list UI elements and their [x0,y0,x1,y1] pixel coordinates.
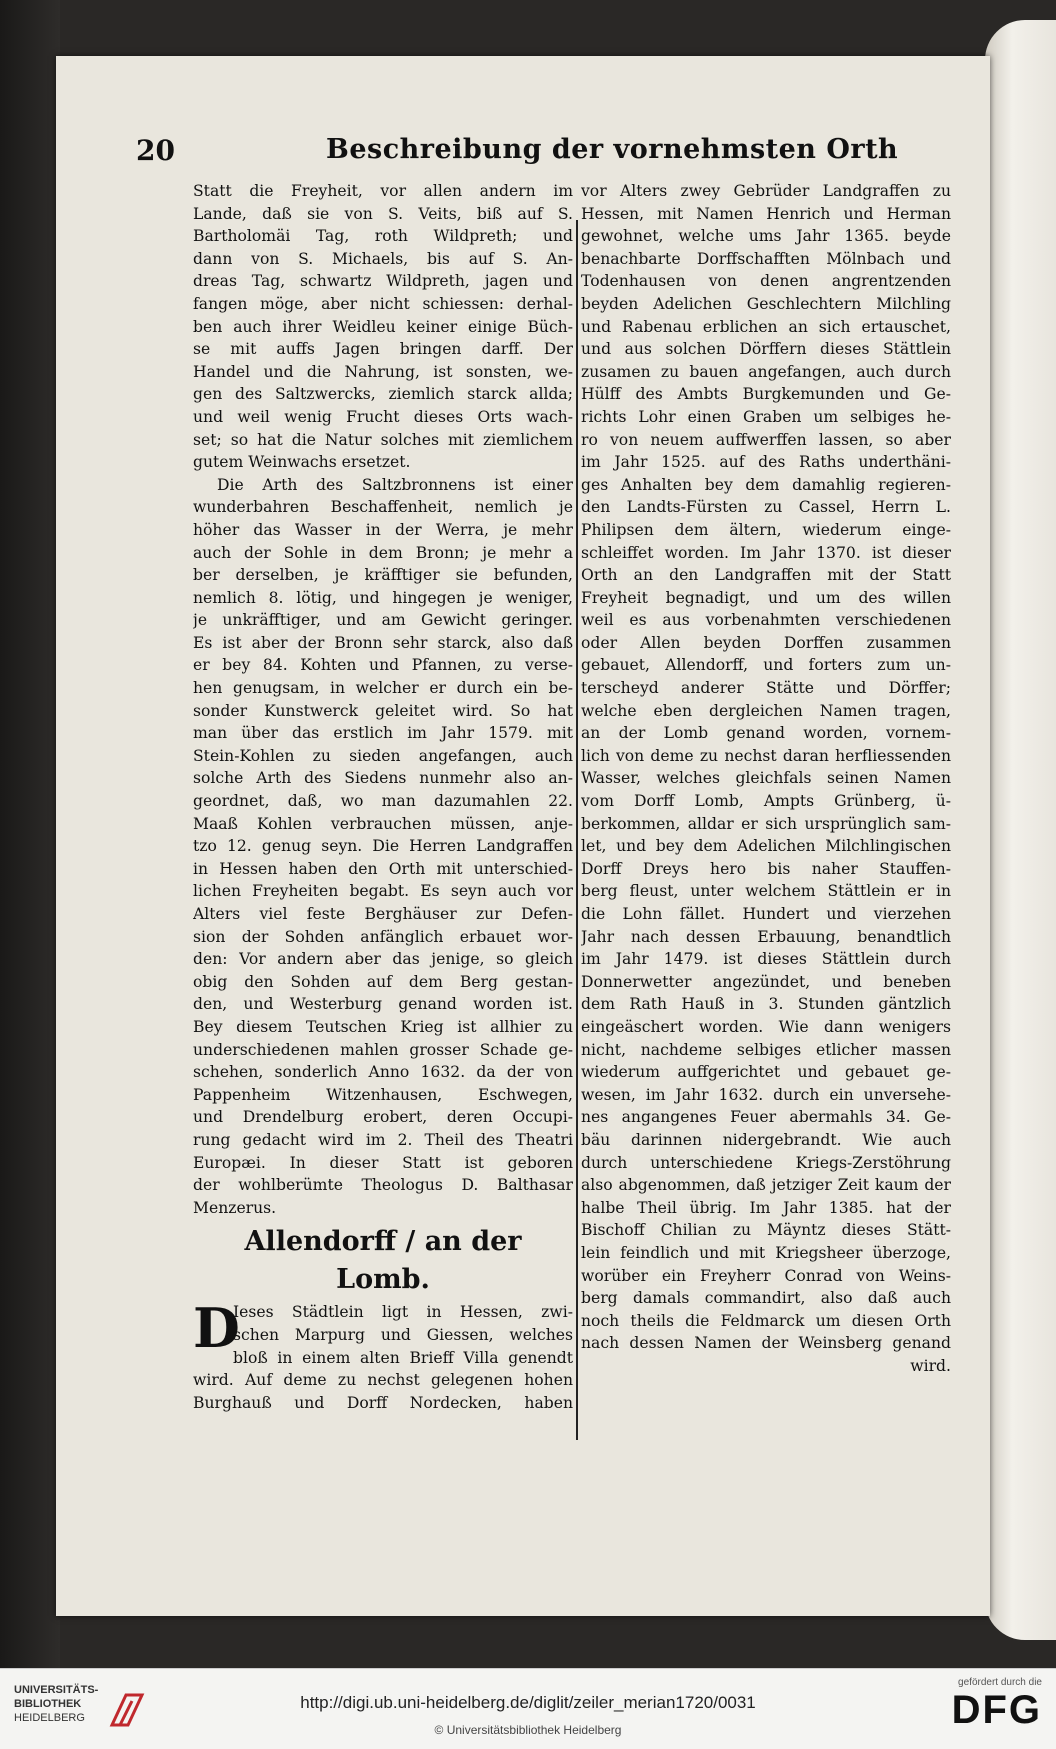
text-line: lich von deme zu nechst daran herfliessenden [581,746,951,765]
text-line: nicht, nachdeme selbiges etlicher massen [581,1040,951,1059]
text-line: se mit auffs Jagen bringen darff. Der [193,340,573,359]
text-line: Stein-Kohlen zu sieden angefangen, auch [193,746,573,765]
text-line: gebauet, Allendorff, und forters zum un- [581,656,951,675]
text-line: geordnet, daß, wo man dazumahlen 22. [193,792,573,811]
copyright-notice: © Universitätsbibliothek Heidelberg [434,1723,622,1737]
text-line: Todenhausen von denen angrentzenden [581,272,951,291]
column-divider [576,220,578,1440]
text-line: Orth an den Landgraffen mit der Statt [581,566,951,585]
text-line: im Jahr 1525. auf des Raths underthäni- [581,453,951,472]
text-line: sion der Sohden anfänglich erbauet wor- [193,927,573,946]
text-line: zusamen zu bauen angefangen, auch durch [581,362,951,381]
text-line: in Hessen haben den Orth mit unterschied- [193,859,573,878]
text-line: bloß in einem alten Brieff Villa genendt [233,1348,573,1367]
text-line: gewohnet, welche ums Jahr 1365. beyde [581,227,951,246]
text-line: wunderbahren Beschaffenheit, nemlich je [193,498,573,517]
text-line: Handel und die Nahrung, ist sonsten, we- [193,362,573,381]
page-header [136,134,956,174]
dfg-wordmark: DFG [951,1688,1042,1732]
text-line: durch unterschiedene Kriegs-Zerstöhrung [581,1153,951,1172]
funding-note: gefördert durch die [958,1677,1042,1688]
text-line: Menzerus. [193,1198,277,1217]
text-line: den: Vor andern aber das jenige, so gleich [193,950,573,969]
text-line: Bey diesem Teutschen Krieg ist allhier zu [193,1017,573,1036]
text-line: solche Arth des Siedens nunmehr also an- [193,769,573,788]
text-line: lichen Freyheiten begabt. Es seyn auch vor [193,882,573,901]
text-line: obig den Sohden auf dem Berg gestan- [193,972,573,991]
text-line: und aus solchen Dörffern dieses Stättlein [581,340,951,359]
text-line: berg fleust, unter welchem Stättlein er in [581,882,951,901]
text-line: let, und bey dem Adelichen Milchlingischen [581,837,951,856]
text-line: man über das erstlich im Jahr 1579. mit [193,724,573,743]
text-line: eingeäschert worden. Wie dann wenigers [581,1017,951,1036]
text-line: ges Anhalten bey dem damahlig regieren- [581,475,951,494]
text-line: fangen möge, aber nicht schiessen: derhal- [193,294,573,313]
text-line: Es ist aber der Bronn sehr starck, also daß [193,633,573,652]
section-title: Allendorff / an der Lomb. [244,1226,522,1296]
text-line: ben auch ihrer Weidleu keiner einige Büch- [193,317,573,336]
text-line: sonder Kunstwerck geleitet wird. So hat [193,701,573,720]
text-line: schen Marpurg und Giessen, welches [233,1325,573,1344]
text-line: die Lohn fället. Hundert und vierzehen [581,905,951,923]
running-head: Beschreibung der vornehmsten Orth [326,134,899,165]
text-line: Maaß Kohlen verbrauchen müssen, anje- [193,814,573,833]
footer-bar [0,1668,1056,1749]
text-line: wird. [910,1356,951,1375]
text-line: im Jahr 1479. ist dieses Stättlein durch [581,950,951,969]
text-line: gutem Weinwachs ersetzet. [193,453,411,472]
text-line: nes angangenes Feuer abermahls 34. Ge- [581,1108,951,1127]
text-line: Alters viel feste Berghäuser zur Defen- [193,905,573,923]
text-line: worüber ein Freyherr Conrad von Weins- [581,1266,951,1285]
text-line: an der Lomb genand worden, vornem- [581,724,951,743]
text-line: dann von S. Michaels, bis auf S. An- [193,249,573,268]
text-line: nemlich 8. lötig, und hingegen je weniger, [193,588,573,607]
text-line: oder Allen beyden Dorffen zusammen [581,633,951,652]
text-line: nach dessen Namen der Weinsberg genand [581,1334,951,1353]
text-line: welche eben dergleichen Namen tragen, [581,701,951,720]
text-line: wesen, im Jahr 1632. durch ein unversehe- [581,1085,951,1104]
text-line: beyden Adelichen Geschlechtern Milchling [581,294,951,313]
text-line: set; so hat die Natur solches mit ziemlichem [193,430,573,449]
text-line: Bischoff Chilian zu Mäyntz dieses Stätt- [581,1221,951,1240]
text-line: Hülff des Ambts Burgkemunden und Ge- [581,385,951,404]
text-line: lein feindlich und mit Kriegsheer überzoge, [581,1243,951,1262]
text-line: tzo 12. genug seyn. Die Herren Landgraffen [193,837,573,856]
text-line: Lande, daß sie von S. Veits, biß auf S. [193,204,573,223]
text-line: benachbarte Dorffschafften Mölnbach und [581,249,951,268]
text-line: er bey 84. Kohten und Pfannen, zu verse- [193,656,573,675]
library-name-line-1: UNIVERSITÄTS- [14,1684,99,1696]
text-line: Philipsen dem ältern, wiederum einge- [581,520,951,539]
paragraph-with-dropcap [193,1296,573,1414]
text-line: Donnerwetter angezündet, und beneben [581,972,951,991]
book-gutter-shadow [0,0,60,1668]
text-line: berkommen, alldar er sich ursprünglich sam- [581,814,951,833]
text-line: rung gedacht wird im 2. Theil des Theatri [193,1130,573,1149]
text-line: Pappenheim Witzenhausen, Eschwegen, [193,1085,573,1104]
text-line: noch theils die Feldmarck um diesen Orth [581,1311,951,1330]
text-line: also abgenommen, daß jetziger Zeit kaum der [581,1176,951,1195]
text-line: und weil wenig Frucht dieses Orts wach- [193,407,573,426]
text-line: schehen, sonderlich Anno 1632. da der von [193,1063,573,1082]
text-line: gen des Saltzwercks, ziemlich starck allda; [193,385,573,404]
text-line: vor Alters zwey Gebrüder Landgraffen zu [581,182,951,200]
text-line: Statt die Freyheit, vor allen andern im [193,182,573,200]
text-line: den Landts-Fürsten zu Cassel, Herrn L. [581,498,951,517]
text-line: wiederum auffgerichtet und gebauet ge- [581,1063,951,1082]
next-page-edge [985,20,1056,1640]
text-line: und Drendelburg erobert, deren Occupi- [193,1108,573,1127]
library-name-line-3: HEIDELBERG [14,1712,85,1724]
text-line: Bartholomäi Tag, roth Wildpreth; und [193,227,573,246]
text-line: richts Lohr einen Graben um selbiges he- [581,407,951,426]
text-line: Freyheit begnadigt, und um des willen [581,588,951,607]
text-line: terscheyd anderer Stätte und Dörffer; [581,679,951,698]
text-line: dreas Tag, schwartz Wildpreth, jagen und [193,272,573,291]
text-line: Wasser, welches gleichfals seinen Namen [581,769,951,788]
text-line: Dorff Dreys hero bis naher Stauffen- [581,859,951,878]
text-line: dem Rath Hauß in 3. Stunden gäntzlich [581,995,951,1014]
text-line: Burghauß und Dorff Nordecken, haben [193,1393,573,1412]
text-line: Hessen, mit Namen Henrich und Herman [581,204,951,223]
text-line: bäu darinnen nidergebrandt. Wie auch [581,1130,951,1149]
text-line: hen genugsam, in welcher er durch ein be- [193,679,573,698]
text-line: den, und Westerburg genand worden ist. [193,995,573,1014]
text-line: underschiedenen mahlen grosser Schade ge- [193,1040,573,1059]
text-line: ber derselben, je kräfftiger sie befunden, [193,566,573,585]
text-line: halbe Theil übrig. Im Jahr 1385. hat der [581,1198,951,1217]
drop-cap: D [193,1296,240,1361]
text-line: vom Dorff Lomb, Ampts Grünberg, ü- [581,792,951,811]
page-number: 20 [136,134,175,167]
text-line: berg damals commandirt, also daß auch [581,1289,951,1308]
text-line: und Rabenau erblichen an sich ertauschet, [581,317,951,336]
text-line: höher das Wasser in der Werra, je mehr [193,520,573,539]
text-line: Europæi. In dieser Statt ist geboren [193,1153,573,1172]
text-line: je unkräfftiger, und am Gewicht geringer. [193,611,573,630]
text-line: wird. Auf deme zu nechst gelegenen hohen [193,1371,573,1390]
text-line: ro von neuem auffwerffen lassen, so aber [581,430,951,449]
text-line: Jahr nach dessen Erbauung, benandtlich [581,927,951,946]
text-line: Die Arth des Saltzbronnens ist einer [217,475,573,494]
left-column [193,180,573,1414]
text-line: der wohlberümte Theologus D. Balthasar [193,1176,573,1195]
document-url[interactable]: http://digi.ub.uni-heidelberg.de/diglit/zeiler_merian1720/0031 [300,1693,756,1712]
text-line: weil es aus vorbenahmten verschiedenen [581,611,951,630]
dfg-logo [932,1677,1042,1732]
text-line: schleiffet worden. Im Jahr 1370. ist dieser [581,543,951,562]
right-column [581,180,951,1377]
text-line: auch der Sohle in dem Bronn; je mehr a [193,543,573,562]
library-name-line-2: BIBLIOTHEK [14,1698,82,1710]
text-line: Ieses Städtlein ligt in Hessen, zwi- [233,1303,573,1322]
